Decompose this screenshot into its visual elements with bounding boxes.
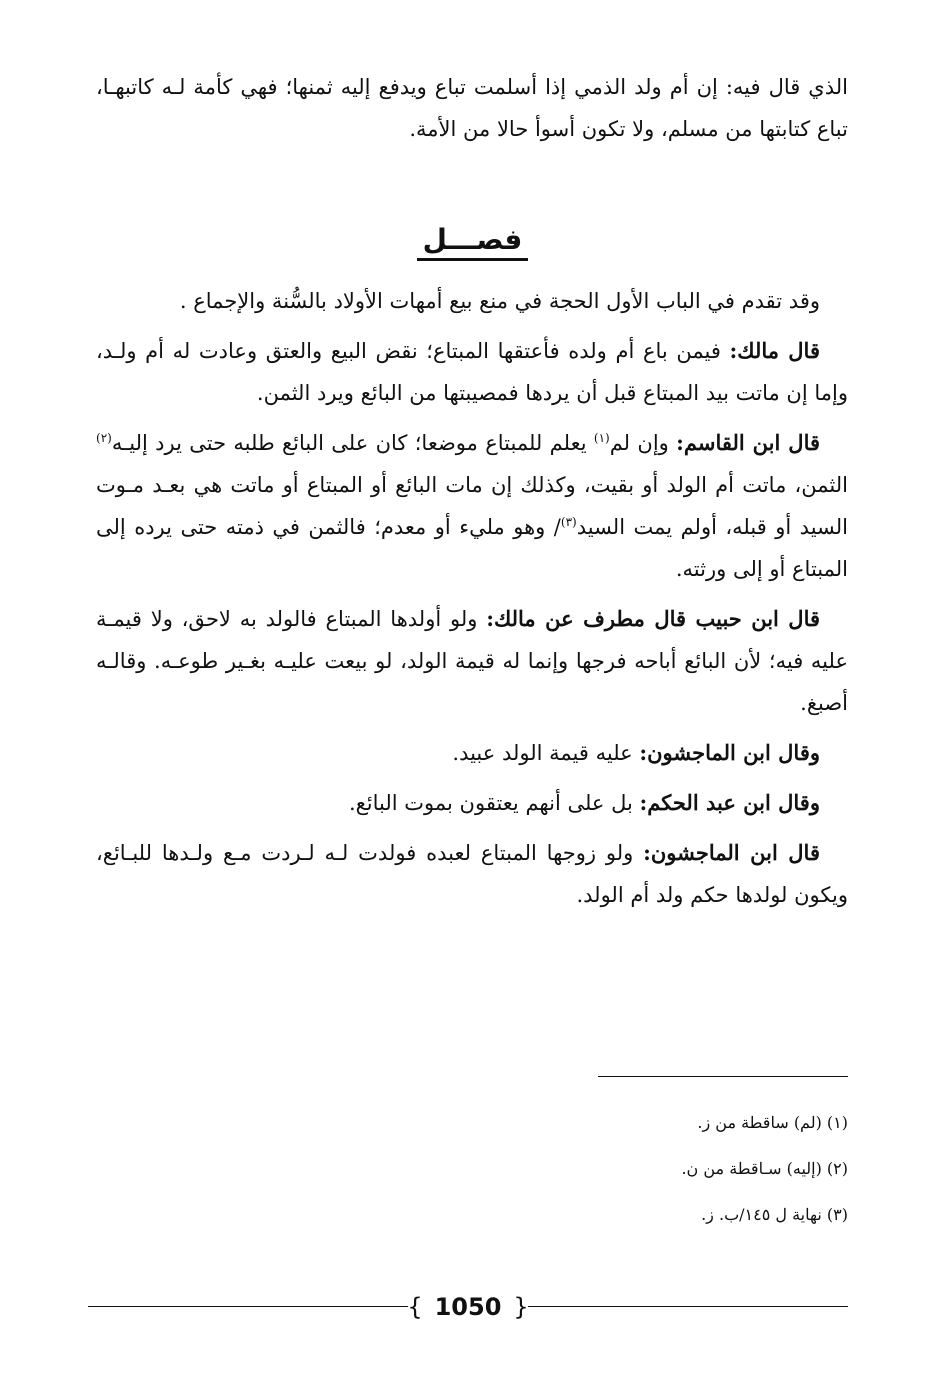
paragraph-ibn-almajishun-1 [96,732,848,774]
footnote-divider [598,1076,848,1077]
page-number: { 1050 } [406,1285,530,1329]
paragraph-text: الثمن، ماتت أم الولد أو بقيت، وكذلك إن مات البائع أو المبتاع أو ماتت هي بعـد مـوت السيد أو قبله، أولم يمت السيد [96,473,849,539]
opening-paragraph [96,66,848,150]
page-footer [88,1285,848,1329]
footer-rule-right [528,1306,848,1307]
footer-rule-left [88,1306,408,1307]
paragraph-ibn-habib [96,598,848,724]
footnote-item: (٢) (إليه) سـاقطة من ن. [681,1159,848,1178]
paragraph-text: يعلم للمبتاع موضعا؛ كان على البائع طلبه حتى يرد إليـه [111,431,594,455]
paragraph-text: عليه قيمة الولد عبيد. [452,741,640,765]
paragraph-text: ولو أولدها المبتاع فالولد به لاحق، ولا قيمـة عليه فيه؛ لأن البائع أباحه فرجها وإنما له قيمة الولد، لو بيعت عليـه بغـير طوعـه. وقالـه أصبغ. [96,607,848,715]
paragraph-text: بل على أنهم يعتقون بموت البائع. [348,791,640,815]
footnote-ref[interactable]: (١) [593,431,610,445]
paragraph-malik [96,330,848,414]
paragraph-text: وإن لم [609,431,677,455]
paragraph-ibn-alqasim [96,422,848,590]
section-body [96,280,848,924]
footnotes [96,1100,848,1238]
paragraph-text: ولو زوجها المبتاع لعبده فولدت لـه لـردت مـع ولـدها للبـائع، ويكون لولدها حكم ولد أم الولد. [96,841,848,907]
paragraph-lead: قال مالك: [729,338,820,363]
paragraph-ibn-almajishun-2 [96,832,848,916]
paragraph-text: فيمن باع أم ولده فأعتقها المبتاع؛ نقض البيع والعتق وعادت له أم ولـد، وإما إن ماتت بيد المبتاع قبل أن يردها فمصيبتها من البائع ويرد الثمن. [96,339,848,405]
paragraph-lead: قال ابن الماجشون: [643,840,820,865]
section-title [0,218,945,262]
paragraph-intro [96,280,848,322]
footnote-ref[interactable]: (٣) [560,515,577,529]
section-title-text: فصـــل [417,223,529,261]
paragraph-lead: قال ابن القاسم: [676,430,821,455]
opening-paragraph-text: الذي قال فيه: إن أم ولد الذمي إذا أسلمت تباع ويدفع إليه ثمنها؛ فهي كأمة لـه كاتبهـا، تباع كتابتها من مسلم، ولا تكون أسوأ حالا من الأمة. [96,75,848,141]
footnote-ref[interactable]: (٢) [96,431,112,445]
footnote-item: (١) (لم) ساقطة من ز. [697,1113,848,1132]
paragraph-text: وقد تقدم في الباب الأول الحجة في منع بيع أمهات الأولاد بالسُّنة والإجماع . [179,289,820,313]
footnote-item: (٣) نهاية ل ١٤٥/ب. ز. [701,1205,848,1224]
paragraph-lead: وقال ابن الماجشون: [639,740,820,765]
paragraph-lead: وقال ابن عبد الحكم: [639,790,820,815]
paragraph-text: / وهو مليء أو معدم؛ فالثمن في ذمته حتى يرده إلى المبتاع أو إلى ورثته. [96,515,848,581]
paragraph-lead: قال ابن حبيب قال مطرف عن مالك: [486,606,821,631]
paragraph-ibn-abd-alhakam [96,782,848,824]
